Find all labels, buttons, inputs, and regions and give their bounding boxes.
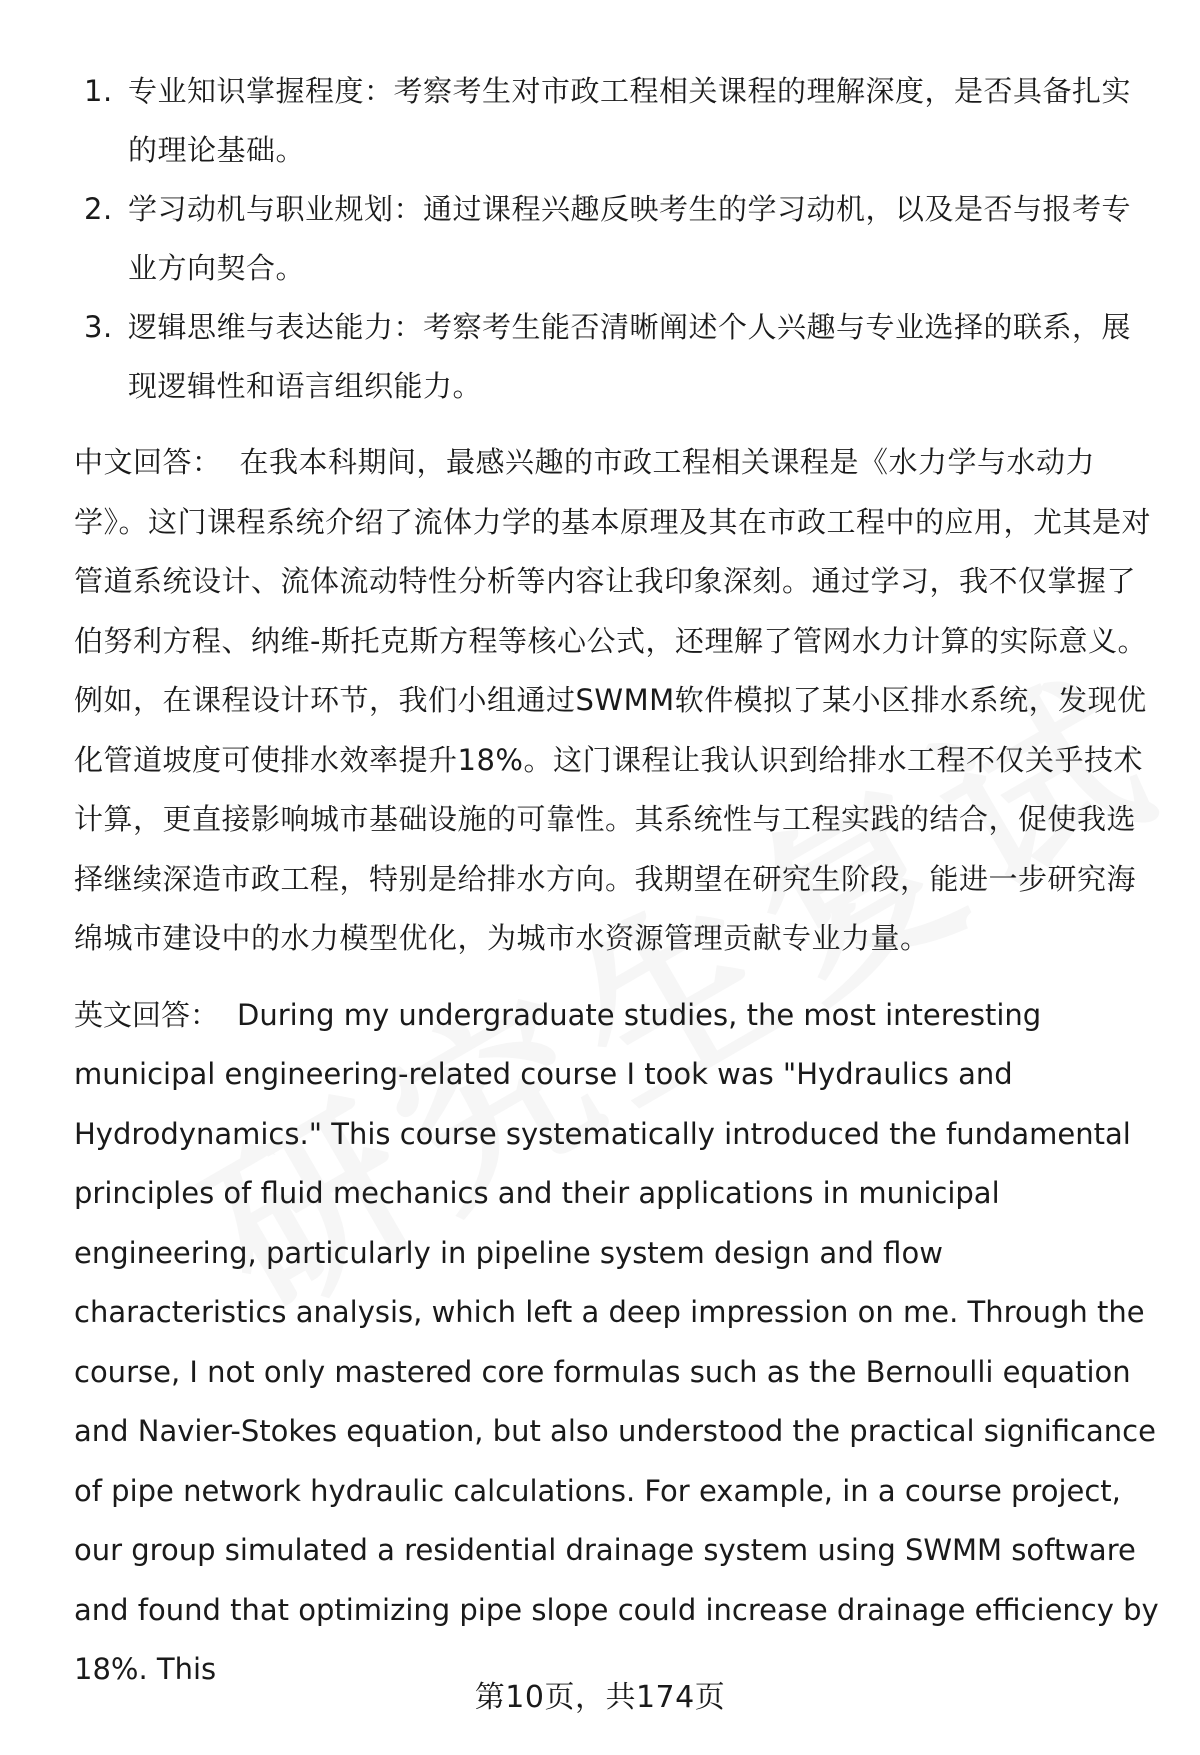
list-number: 2. <box>84 192 113 226</box>
criteria-text: 专业知识掌握程度：考察考生对市政工程相关课程的理解深度，是否具备扎实的理论基础。 <box>128 74 1132 167</box>
criteria-item-2 <box>74 180 1160 298</box>
criteria-item-1 <box>74 62 1160 180</box>
evaluation-criteria-list <box>74 62 1160 416</box>
english-answer-text: During my undergraduate studies, the most interesting municipal engineering-related course I took was "Hydraulics and Hydrodynamics." This course systematically introduced the fundamental principles of fluid mechanics and their applications in municipal engineering, particularly in pipeline system design and flow characteristics analysis, which left a deep impression on me. Through the course, I not only mastered core formulas such as the Bernoulli equation and Navier-Stokes equation, but also understood the practical significance of pipe network hydraulic calculations. For example, in a course project, our group simulated a residential drainage system using SWMM software and found that optimizing pipe slope could increase drainage efficiency by 18%. This <box>74 997 1159 1686</box>
page-number-footer: 第10页，共174页 <box>474 1680 726 1715</box>
criteria-text: 学习动机与职业规划：通过课程兴趣反映考生的学习动机，以及是否与报考专业方向契合。 <box>128 192 1132 285</box>
chinese-answer-label: 中文回答： <box>74 445 222 479</box>
list-number: 1. <box>84 74 113 108</box>
criteria-item-3 <box>74 298 1160 416</box>
english-answer-paragraph <box>74 986 1160 1700</box>
list-number: 3. <box>84 310 113 344</box>
page-content <box>74 62 1160 1700</box>
chinese-answer-text: 在我本科期间，最感兴趣的市政工程相关课程是《水力学与水动力学》。这门课程系统介绍了流体力学的基本原理及其在市政工程中的应用，尤其是对管道系统设计、流体流动特性分析等内容让我印象深刻。通过学习，我不仅掌握了伯努利方程、纳维-斯托克斯方程等核心公式，还理解了管网水力计算的实际意义。例如，在课程设计环节，我们小组通过SWMM软件模拟了某小区排水系统，发现优化管道坡度可使排水效率提升18%。这门课程让我认识到给排水工程不仅关乎技术计算，更直接影响城市基础设施的可靠性。其系统性与工程实践的结合，促使我选择继续深造市政工程，特别是给排水方向。我期望在研究生阶段，能进一步研究海绵城市建设中的水力模型优化，为城市水资源管理贡献专业力量。 <box>74 445 1152 955</box>
criteria-text: 逻辑思维与表达能力：考察考生能否清晰阐述个人兴趣与专业选择的联系，展现逻辑性和语言组织能力。 <box>128 310 1132 403</box>
english-answer-label: 英文回答： <box>74 997 220 1032</box>
chinese-answer-paragraph <box>74 433 1160 969</box>
